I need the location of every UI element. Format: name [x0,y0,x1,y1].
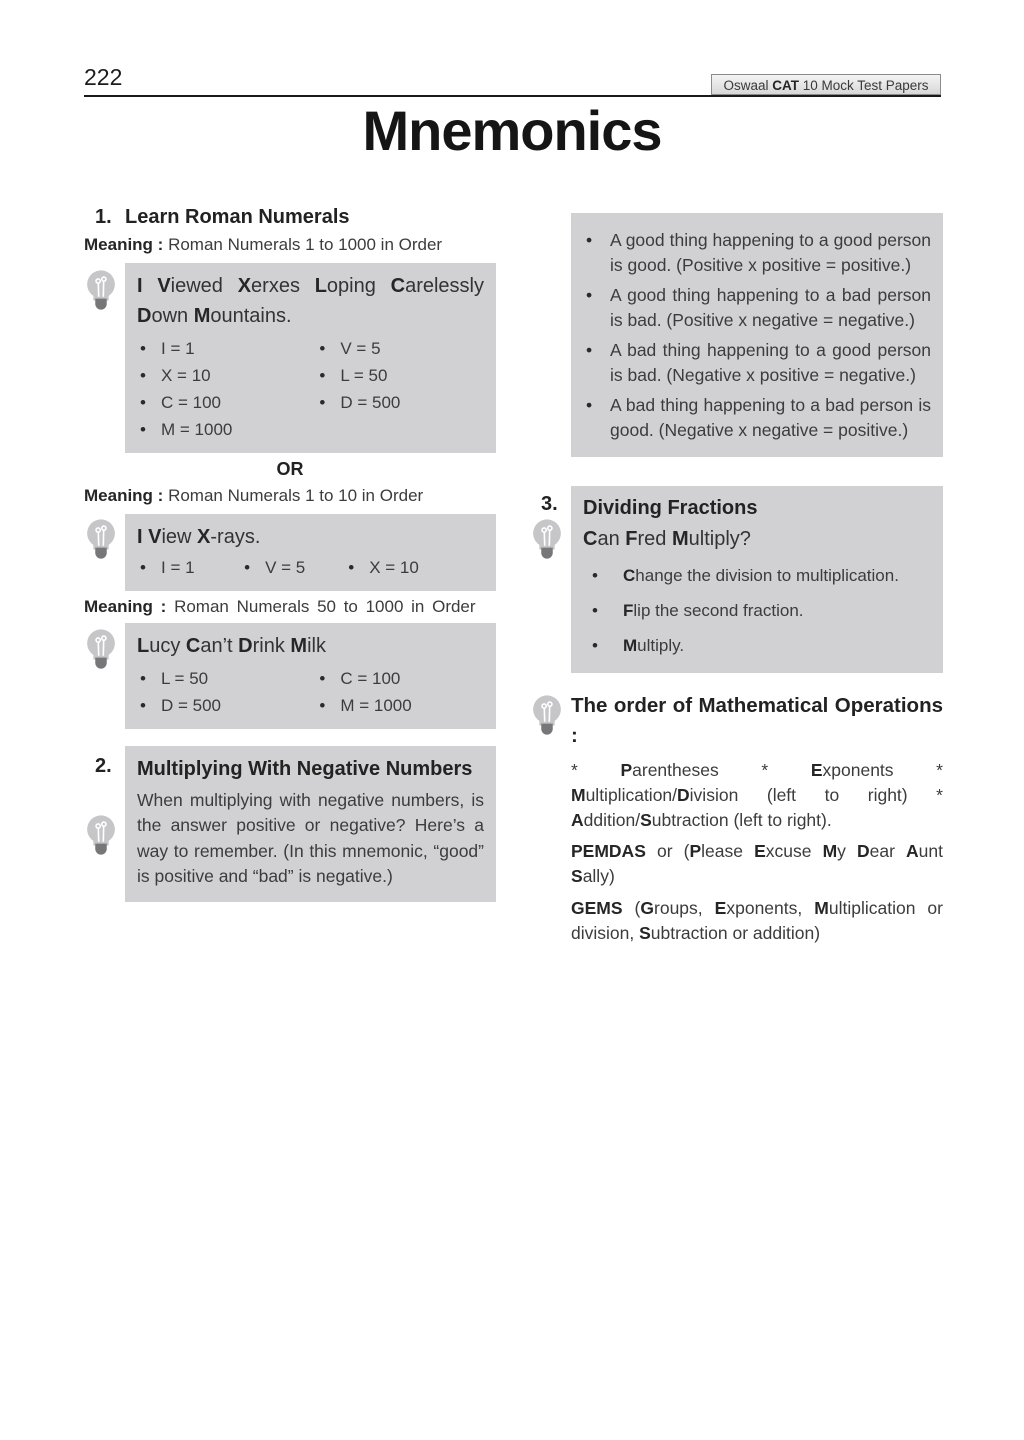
bullet-icon: • [140,557,146,577]
bullet-icon: • [586,230,593,250]
bullet-grid [137,335,484,443]
order-line-pemdas: PEMDAS or (Please Excuse My Dear Aunt Sally) [571,841,943,887]
bullet-icon: • [140,695,146,715]
section-1-heading: Learn Roman Numerals [125,206,350,228]
mnemonic-phrase: I Viewed Xerxes Loping Carelessly Down Mountains. [137,274,484,327]
section-2 [84,746,496,903]
meaning-label: Meaning : [84,235,164,254]
bullet-icon: • [140,668,146,688]
rule-bullet: • A good thing happening to a bad person is bad. (Positive x negative = negative.) [583,283,931,332]
bullet-icon: • [319,668,326,688]
section-3-phrase: Can Fred Multiply? [583,528,751,550]
bullet-item: • M = 1000 [316,692,484,719]
rule-bullet: • A bad thing happening to a bad person is good. (Negative x negative = positive.) [583,393,931,442]
bullet-item: • V = 5 [316,335,484,362]
lightbulb-icon [83,518,119,562]
bullet-icon: • [319,695,326,715]
meaning-line-1 [84,234,496,257]
bullet-item: • X = 10 [345,554,484,581]
section-3-box [571,486,943,673]
bullet-icon: • [592,566,598,585]
sign-rules-box [571,213,943,457]
bullet-icon: • [319,338,326,358]
bullet-item: • I = 1 [137,554,241,581]
mnemonic-box-roman-50-1000 [125,623,496,729]
meaning-text: Roman Numerals 1 to 10 in Order [168,485,424,505]
bullet-icon: • [586,340,593,360]
bullet-grid [137,665,484,719]
left-column [84,206,496,902]
order-line-pemdas-expansion: * Parentheses * Exponents * Multiplication/Division (left to right) * Addition/Subtraction (left to right). [571,759,943,830]
bullet-icon: • [140,392,146,412]
bullet-icon: • [586,395,593,415]
section-1-header [84,206,496,229]
bullet-item: • C = 100 [137,389,316,416]
order-line-gems: GEMS (Groups, Exponents, Multiplication or division, Subtraction or addition) [571,898,943,943]
header-badge: Oswaal CAT 10 Mock Test Papers [711,74,941,95]
bullet-icon: • [319,392,326,412]
lightbulb-icon [529,694,565,738]
order-heading: The order of Mathematical Operations : [571,694,943,748]
or-separator: OR [276,458,304,479]
bullet-item: • D = 500 [137,692,316,719]
bullet-icon: • [140,338,146,358]
page-title: Mnemonics [362,99,662,162]
mnemonic-box-roman-10 [125,514,496,591]
section-3-bullet: • Flip the second fraction. [583,599,931,623]
right-column [530,213,943,946]
bullet-item: • I = 1 [137,335,316,362]
mnemonic-phrase: I View X-rays. [137,525,261,548]
meaning-label: Meaning : [84,596,167,616]
bullet-item: • M = 1000 [137,416,316,443]
section-3-heading: Dividing Fractions [583,497,758,519]
bullet-icon: • [348,557,355,577]
mnemonic-box-roman-1000 [125,263,496,453]
section-2-number: 2. [95,754,112,777]
bullet-icon: • [592,600,598,620]
section-3 [530,486,943,673]
bullet-icon: • [586,285,593,305]
meaning-text: Roman Numerals 1 to 1000 in Order [168,235,443,254]
meaning-line-2 [84,485,496,508]
section-3-bullet: • Multiply. [583,634,931,658]
bullet-icon: • [140,365,146,385]
rule-bullet: • A bad thing happening to a good person is bad. (Negative x positive = negative.) [583,338,931,387]
meaning-line-3 [84,596,496,619]
bullet-item: • D = 500 [316,389,484,416]
lightbulb-icon [529,518,565,562]
mnemonic-phrase: Lucy Can’t Drink Milk [137,634,326,657]
meaning-label: Meaning : [84,485,164,505]
bullet-item: • C = 100 [316,665,484,692]
bullet-icon: • [592,635,598,655]
section-1-number: 1. [95,206,112,228]
section-2-body: When multiplying with negative numbers, is the answer positive or negative? Here’s a way to remember. (In this mnemonic, “good” is positive and “bad” is negative.) [137,789,484,886]
lightbulb-icon [83,269,119,313]
section-2-box [125,746,496,903]
meaning-text: Roman Numerals 50 to 1000 in Order [174,596,476,616]
bullet-icon: • [244,557,251,577]
bullet-icon: • [319,365,326,385]
lightbulb-icon [83,814,119,858]
bullet-item: • L = 50 [316,362,484,389]
bullet-item: • X = 10 [137,362,316,389]
section-2-heading: Multiplying With Negative Numbers [137,757,473,780]
bullet-icon: • [140,419,146,439]
rule-bullet: • A good thing happening to a good person is good. (Positive x positive = positive.) [583,228,931,277]
section-3-number: 3. [541,493,558,515]
page-number: 222 [84,64,123,90]
bullet-item: • L = 50 [137,665,316,692]
order-of-operations-section [571,691,943,945]
bullet-grid [137,554,484,581]
section-3-bullet: • Change the division to multiplication. [583,564,931,588]
bullet-item: • V = 5 [241,554,345,581]
lightbulb-icon [83,628,119,672]
